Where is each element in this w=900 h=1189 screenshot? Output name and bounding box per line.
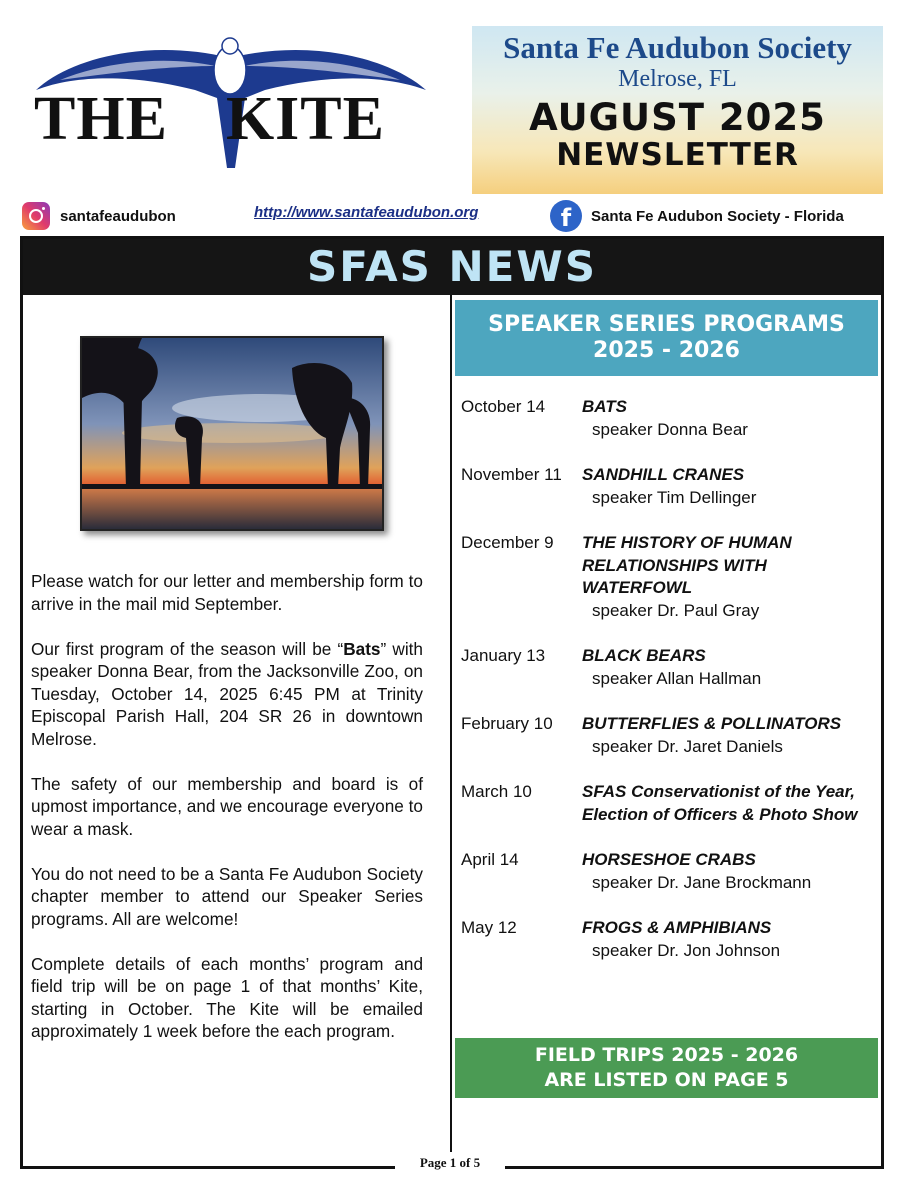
program-item <box>461 849 881 894</box>
banner-org-name: Santa Fe Audubon Society <box>503 30 852 65</box>
program-title: BUTTERFLIES & POLLINATORS <box>582 714 842 733</box>
program-speaker: speaker Donna Bear <box>592 419 748 439</box>
program-date: April 14 <box>461 850 519 869</box>
program-title: SANDHILL CRANES <box>582 465 745 484</box>
facebook-icon: f <box>550 200 582 232</box>
program-date: March 10 <box>461 782 532 801</box>
field-trips-line2: ARE LISTED ON PAGE 5 <box>544 1069 789 1091</box>
paragraph-text: Our first program of the season will be “ <box>31 638 344 659</box>
newsletter-banner <box>472 26 883 194</box>
program-date: October 14 <box>461 397 546 416</box>
instagram-link[interactable] <box>22 199 176 233</box>
paragraph-text: Complete details of each months’ program and field trip will be on page 1 of that months’ Kite, starting in October. The Kite will be emailed approximately 1 week before the each program. <box>31 953 423 1041</box>
website-link[interactable]: http://www.santafeaudubon.org <box>254 204 479 221</box>
news-body <box>31 570 423 1065</box>
sunset-photo-graphic <box>82 338 382 529</box>
news-paragraph <box>31 773 423 841</box>
program-speaker: speaker Dr. Jaret Daniels <box>592 736 783 756</box>
instagram-handle: santafeaudubon <box>60 207 176 225</box>
program-item <box>461 781 881 826</box>
news-paragraph <box>31 953 423 1043</box>
program-speaker: speaker Dr. Jane Brockmann <box>592 872 812 892</box>
page-number: Page 1 of 5 <box>395 1152 505 1174</box>
news-paragraph <box>31 863 423 931</box>
news-heading: SFAS NEWS <box>307 242 597 291</box>
speaker-series-header <box>455 300 878 376</box>
paragraph-text: You do not need to be a Santa Fe Audubon Society chapter member to attend our Speaker Series programs. All are welcome! <box>31 863 423 929</box>
program-item <box>461 396 881 441</box>
program-speaker: speaker Allan Hallman <box>592 668 762 688</box>
news-heading-bar <box>23 239 881 295</box>
facebook-page-name: Santa Fe Audubon Society - Florida <box>591 207 844 225</box>
banner-month: AUGUST 2025 <box>529 96 826 139</box>
field-trips-line1: FIELD TRIPS 2025 - 2026 <box>534 1044 799 1066</box>
program-item <box>461 464 881 509</box>
program-list <box>461 396 881 962</box>
masthead-title-right: KITE <box>225 85 385 153</box>
program-title: THE HISTORY OF HUMAN RELATIONSHIPS WITH WATERFOWL <box>582 533 792 597</box>
program-title: SFAS Conservationist of the Year, Election of Officers & Photo Show <box>582 782 858 824</box>
program-item <box>461 917 881 962</box>
program-title: BATS <box>582 397 628 416</box>
facebook-link[interactable] <box>550 199 844 233</box>
column-divider <box>450 295 452 1163</box>
program-item <box>461 713 881 758</box>
program-date: February 10 <box>461 714 553 733</box>
program-date: May 12 <box>461 918 517 937</box>
program-date: November 11 <box>461 465 562 484</box>
program-title: FROGS & AMPHIBIANS <box>582 918 772 937</box>
banner-location: Melrose, FL <box>618 66 737 92</box>
program-date: December 9 <box>461 533 554 552</box>
program-item <box>461 532 881 622</box>
banner-label: NEWSLETTER <box>556 137 799 173</box>
program-speaker: speaker Dr. Jon Johnson <box>592 940 781 960</box>
paragraph-text: Please watch for our letter and membership form to arrive in the mail mid September. <box>31 571 423 614</box>
paragraph-text: The safety of our membership and board is of upmost importance, and we encourage everyone to wear a mask. <box>31 773 423 839</box>
masthead-title-left: THE <box>34 85 168 153</box>
program-date: January 13 <box>461 646 546 665</box>
paragraph-text-continued: ” with speaker Donna Bear, from the Jacksonville Zoo, on Tuesday, October 14, 2025 6:45 PM at Trinity Episcopal Parish Hall, 204 SR 26 in downtown Melrose. <box>31 638 423 749</box>
sunset-cypress-photo <box>80 336 384 531</box>
program-item <box>461 645 881 690</box>
program-speaker: speaker Tim Dellinger <box>592 487 757 507</box>
field-trips-notice <box>455 1038 878 1098</box>
news-paragraph <box>31 638 423 751</box>
paragraph-bold-text: Bats <box>343 638 381 659</box>
news-paragraph <box>31 570 423 615</box>
program-title: BLACK BEARS <box>582 646 706 665</box>
speaker-series-years: 2025 - 2026 <box>593 338 740 363</box>
program-title: HORSESHOE CRABS <box>582 850 756 869</box>
instagram-icon <box>22 202 50 230</box>
masthead-title <box>34 85 385 153</box>
speaker-series-title: SPEAKER SERIES PROGRAMS <box>488 312 845 337</box>
program-speaker: speaker Dr. Paul Gray <box>592 600 760 620</box>
